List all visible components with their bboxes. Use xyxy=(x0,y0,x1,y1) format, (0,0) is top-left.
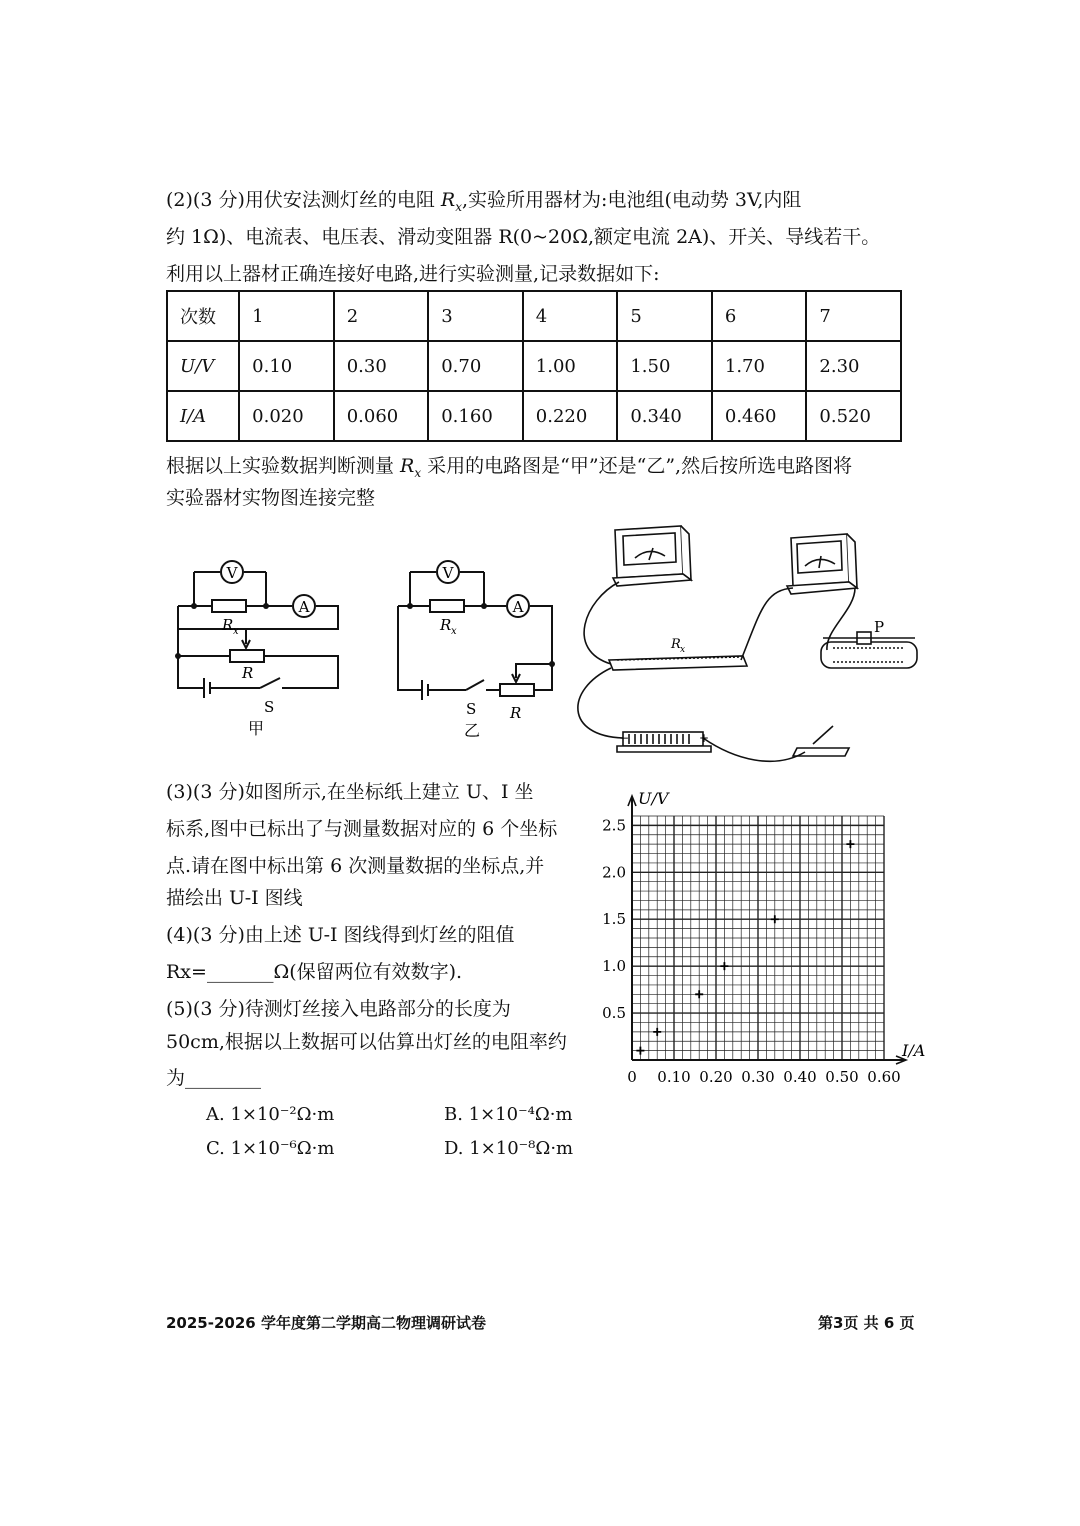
q2-line-2: 约 1Ω)、电流表、电压表、滑动变阻器 R(0~20Ω,额定电流 2A)、开关、导线若干。 xyxy=(166,226,881,248)
x-tick-label: 0 xyxy=(627,1068,637,1086)
q4-line-1: (4)(3 分)由上述 U-I 图线得到灯丝的阻值 xyxy=(166,924,515,946)
q2-after-line-2: 实验器材实物图连接完整 xyxy=(166,487,376,509)
jia-rx-sub: x xyxy=(233,626,239,637)
chart-axes xyxy=(628,796,906,1064)
x-tick-label: 0.60 xyxy=(867,1068,901,1086)
table-cell: 1.70 xyxy=(712,341,807,391)
chart-y-label: U/V xyxy=(638,789,669,808)
yi-name: 乙 xyxy=(464,721,481,740)
table-cell: 0.460 xyxy=(712,391,807,441)
footer-page-number: 第3页 共 6 页 xyxy=(818,1314,915,1332)
table-cell: 次数 xyxy=(167,291,239,341)
q3-line-3: 点.请在图中标出第 6 次测量数据的坐标点,并 xyxy=(166,855,545,877)
q5-line-2: 50cm,根据以上数据可以估算出灯丝的电阻率约 xyxy=(166,1031,567,1053)
table-cell: 0.340 xyxy=(617,391,712,441)
option-a: A. 1×10⁻²Ω·m xyxy=(206,1104,335,1125)
table-cell: 0.220 xyxy=(523,391,618,441)
data-point xyxy=(653,1028,661,1036)
q3-line-1: (3)(3 分)如图所示,在坐标纸上建立 U、I 坐 xyxy=(166,781,534,803)
yi-s-label: S xyxy=(466,700,477,718)
table-cell: 7 xyxy=(806,291,901,341)
table-cell: 0.70 xyxy=(428,341,523,391)
rheostat-icon xyxy=(821,642,917,668)
yi-a-label: A xyxy=(512,598,524,616)
yi-rx-sub: x xyxy=(451,626,457,637)
table-cell: 0.060 xyxy=(334,391,429,441)
rheostat-p-label: P xyxy=(874,618,885,636)
q5-line-1: (5)(3 分)待测灯丝接入电路部分的长度为 xyxy=(166,998,511,1020)
q2-line-3: 利用以上器材正确连接好电路,进行实验测量,记录数据如下: xyxy=(166,263,660,285)
q2-after-line-1: 根据以上实验数据判断测量 $R_x$ 采用的电路图是“甲”还是“乙”,然后按所选电路图将 xyxy=(166,455,853,480)
data-point xyxy=(771,915,779,923)
chart-x-label: I/A xyxy=(902,1041,926,1060)
option-b: B. 1×10⁻⁴Ω·m xyxy=(444,1104,573,1125)
table-cell: 0.30 xyxy=(334,341,429,391)
chart-ticks xyxy=(602,816,901,1086)
physical-rx-label: R xyxy=(671,637,681,652)
data-point xyxy=(695,990,703,998)
data-point xyxy=(846,840,854,848)
y-tick-label: 2.0 xyxy=(602,863,626,882)
table-cell: 0.520 xyxy=(806,391,901,441)
apparatus-drawing xyxy=(565,520,945,770)
data-point xyxy=(636,1047,644,1055)
table-row xyxy=(167,391,901,441)
ui-chart xyxy=(592,784,952,1094)
jia-rx-label: R xyxy=(222,616,234,634)
circuit-yi xyxy=(388,552,568,742)
q4-line-2: Rx=_______Ω(保留两位有效数字). xyxy=(166,961,463,983)
table-cell: 0.10 xyxy=(239,341,334,391)
q2-line-1: (2)(3 分)用伏安法测灯丝的电阻 $R_x$,实验所用器材为:电池组(电动势 3V,内阻 xyxy=(166,189,802,214)
table-row xyxy=(167,291,901,341)
table-cell: 6 xyxy=(712,291,807,341)
x-tick-label: 0.50 xyxy=(825,1068,859,1086)
table-row xyxy=(167,341,901,391)
table-cell: 1.50 xyxy=(617,341,712,391)
jia-v-label: V xyxy=(226,564,238,582)
jia-a-label: A xyxy=(298,598,310,616)
table-cell: 1 xyxy=(239,291,334,341)
table-cell: 0.020 xyxy=(239,391,334,441)
table-cell: 2.30 xyxy=(806,341,901,391)
yi-rx-label: R xyxy=(440,616,452,634)
jia-s-label: S xyxy=(264,698,275,716)
y-tick-label: 0.5 xyxy=(602,1004,626,1023)
chart-grid xyxy=(632,816,884,1060)
x-tick-label: 0.20 xyxy=(699,1068,733,1086)
q3-line-2: 标系,图中已标出了与测量数据对应的 6 个坐标 xyxy=(166,818,558,840)
option-c: C. 1×10⁻⁶Ω·m xyxy=(206,1138,335,1159)
yi-v-label: V xyxy=(442,564,454,582)
yi-r-label: R xyxy=(510,704,522,722)
table-cell: I/A xyxy=(167,391,239,441)
y-tick-label: 1.0 xyxy=(602,957,626,976)
y-tick-label: 1.5 xyxy=(602,910,626,929)
y-tick-label: 2.5 xyxy=(602,816,626,835)
q5-line-3: 为________ xyxy=(166,1067,262,1089)
data-point xyxy=(720,962,728,970)
battery-minus-label: − xyxy=(619,731,630,745)
battery-plus-label: + xyxy=(699,731,710,745)
physical-rx-sub: x xyxy=(680,645,686,655)
q3-line-4: 描绘出 U-I 图线 xyxy=(166,887,303,909)
jia-r-label: R xyxy=(242,664,254,682)
table-cell: 4 xyxy=(523,291,618,341)
x-tick-label: 0.10 xyxy=(657,1068,691,1086)
circuit-jia xyxy=(160,552,360,742)
table-cell: 1.00 xyxy=(523,341,618,391)
jia-name: 甲 xyxy=(248,719,265,738)
table-cell: 0.160 xyxy=(428,391,523,441)
x-tick-label: 0.40 xyxy=(783,1068,817,1086)
table-cell: 2 xyxy=(334,291,429,341)
x-tick-label: 0.30 xyxy=(741,1068,775,1086)
data-table xyxy=(166,290,902,442)
footer-exam-title: 2025-2026 学年度第二学期高二物理调研试卷 xyxy=(166,1314,486,1332)
table-cell: 3 xyxy=(428,291,523,341)
option-d: D. 1×10⁻⁸Ω·m xyxy=(444,1138,574,1159)
table-cell: 5 xyxy=(617,291,712,341)
table-cell: U/V xyxy=(167,341,239,391)
